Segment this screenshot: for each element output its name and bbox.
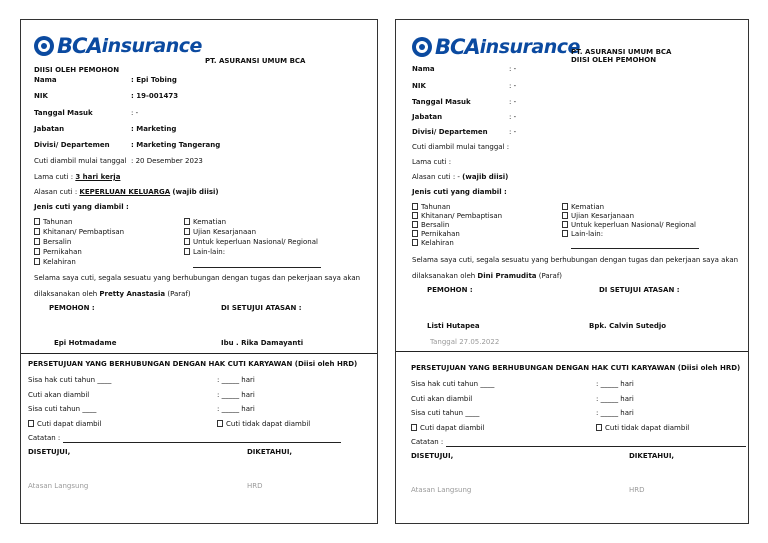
field-value-divisi: : - [509,128,517,136]
field-label-nama: Nama [412,65,435,73]
filled-by-heading: DIISI OLEH PEMOHON [34,66,120,74]
field-value-cuti-mulai: : 20 Desember 2023 [131,157,203,165]
checkbox-label: Untuk keperluan Nasional/ Regional [571,221,696,229]
hrd-row-left: Cuti akan diambil [411,395,473,403]
checkbox-icon[interactable] [184,248,190,255]
checkbox-label: Cuti dapat diambil [420,424,485,432]
alasan-cuti-row [412,173,508,182]
checkbox-icon[interactable] [34,258,40,265]
checkbox-icon[interactable] [412,221,418,228]
hrd-row-right: : _____ hari [596,395,634,403]
company-name: PT. ASURANSI UMUM BCA [205,57,306,65]
logo-bca-text: BCA [57,34,102,58]
pemohon-label: PEMOHON : [427,286,473,294]
checkbox-icon[interactable] [412,239,418,246]
leave-form-left [20,19,378,524]
checkbox-icon[interactable] [184,238,190,245]
checkbox-icon[interactable] [412,230,418,237]
checkbox-label: Ujian Kesarjanaan [571,212,635,220]
pemohon-name: Listi Hutapea [427,322,480,330]
alasan-note: (wajib diisi) [172,188,219,196]
atasan-name: Bpk. Calvin Sutedjo [589,322,667,330]
checkbox-item[interactable] [412,230,460,239]
checkbox-icon[interactable] [34,218,40,225]
atasan-langsung-label: Atasan Langsung [411,486,472,494]
bca-insurance-logo [34,34,202,58]
field-label-jabatan: Jabatan [34,125,65,133]
disetujui-final: DISETUJUI, [28,448,71,456]
hrd-row-right: : _____ hari [596,409,634,417]
checkbox-icon[interactable] [28,420,34,427]
checkbox-item[interactable] [184,228,256,237]
field-value-divisi: : Marketing Tangerang [131,141,221,149]
checkbox-label: Lain-lain: [193,248,226,256]
field-label-divisi: Divisi/ Departemen [412,128,488,136]
field-label-nik: NIK [412,82,426,90]
cuti-mulai-label: Cuti diambil mulai tanggal : [412,143,510,151]
field-value-nik: : 19-001473 [131,92,179,100]
checkbox-label: Ujian Kesarjanaan [193,228,257,236]
checkbox-icon[interactable] [184,218,190,225]
statement-prefix: dilaksanakan oleh [34,290,100,298]
cuti-tidak-checkbox[interactable] [217,420,310,429]
statement-line-1: Selama saya cuti, segala sesuatu yang berhubungan dengan tugas dan pekerjaan saya akan [412,256,739,264]
alasan-note: (wajib diisi) [462,173,509,181]
field-value-nama: : - [509,65,517,73]
cuti-tidak-checkbox[interactable] [596,424,689,433]
checkbox-label: Kelahiran [43,258,76,266]
checkbox-icon[interactable] [596,424,602,431]
field-label-jabatan: Jabatan [412,113,443,121]
substitute-name: Dini Pramudita [477,272,537,280]
hrd-row-left: Cuti akan diambil [28,391,90,399]
checkbox-icon[interactable] [411,424,417,431]
field-value-tanggal-masuk: : - [131,109,139,117]
checkbox-label: Untuk keperluan Nasional/ Regional [193,238,318,246]
catatan-label: Catatan : [411,438,444,446]
pemohon-name: Epi Hotmadame [54,339,117,347]
hrd-row-left: Sisa hak cuti tahun ____ [28,376,112,384]
leave-form-right [395,19,749,524]
checkbox-item[interactable] [562,221,696,230]
logo-bca-text: BCA [435,35,480,59]
hrd-row-right: : _____ hari [217,376,255,384]
field-label-divisi: Divisi/ Departemen [34,141,110,149]
statement-line-2 [34,290,191,299]
disetujui-atasan-label: DI SETUJUI ATASAN : [599,286,680,294]
checkbox-label: Cuti tidak dapat diambil [605,424,690,432]
jenis-cuti-title: Jenis cuti yang diambil : [34,203,129,211]
checkbox-label: Pernikahan [43,248,82,256]
field-label-nik: NIK [34,92,48,100]
checkbox-label: Khitanan/ Pembaptisan [421,212,503,220]
checkbox-item[interactable] [184,238,318,247]
lama-cuti-label: Lama cuti : [412,158,452,166]
checkbox-icon[interactable] [562,203,568,210]
hrd-row-right: : _____ hari [217,391,255,399]
checkbox-icon[interactable] [562,221,568,228]
checkbox-label: Kematian [193,218,227,226]
logo-insurance-text: insurance [101,35,202,57]
checkbox-label: Cuti tidak dapat diambil [226,420,311,428]
checkbox-icon[interactable] [184,228,190,235]
checkbox-icon[interactable] [412,212,418,219]
lain-lain-line [193,267,321,268]
checkbox-item[interactable] [184,218,226,227]
hrd-row-right: : _____ hari [217,405,255,413]
checkbox-label: Kematian [571,203,605,211]
checkbox-icon[interactable] [34,228,40,235]
pemohon-label: PEMOHON : [49,304,95,312]
checkbox-item[interactable] [184,248,225,257]
disetujui-final: DISETUJUI, [411,452,454,460]
filled-by-heading: DIISI OLEH PEMOHON [571,56,657,64]
alasan-label: Alasan cuti : [34,188,78,196]
checkbox-item[interactable] [34,238,71,247]
hrd-row-right: : _____ hari [596,380,634,388]
field-value-nik: : - [509,82,517,90]
alasan-cuti-row [34,188,219,197]
field-value-nama: : Epi Tobing [131,76,177,84]
statement-line-2 [412,272,562,281]
statement-suffix: (Paraf) [165,290,191,298]
lain-lain-line [571,248,699,249]
hrd-row-left: Sisa cuti tahun ____ [411,409,480,417]
jenis-cuti-title: Jenis cuti yang diambil : [412,188,507,196]
checkbox-label: Lain-lain: [571,230,604,238]
disetujui-atasan-label: DI SETUJUI ATASAN : [221,304,302,312]
statement-line-1: Selama saya cuti, segala sesuatu yang berhubungan dengan tugas dan pekerjaan saya akan [34,274,361,282]
catatan-line [63,442,341,443]
diketahui-final: DIKETAHUI, [629,452,675,460]
field-label-tanggal-masuk: Tanggal Masuk [34,109,93,117]
bca-insurance-logo [412,35,580,59]
checkbox-icon[interactable] [562,212,568,219]
checkbox-icon[interactable] [562,230,568,237]
cuti-dapat-checkbox[interactable] [28,420,102,429]
checkbox-icon[interactable] [412,203,418,210]
bca-logo-icon [412,37,432,57]
checkbox-label: Bersalin [43,238,72,246]
checkbox-item[interactable] [34,248,82,257]
checkbox-item[interactable] [412,239,454,248]
section-divider [21,353,377,354]
logo-insurance-text: insurance [479,36,580,58]
alasan-label: Alasan cuti : - [412,173,463,181]
checkbox-item[interactable] [412,221,449,230]
checkbox-item[interactable] [34,228,124,237]
hrd-row-left: Sisa cuti tahun ____ [28,405,97,413]
checkbox-label: Tahunan [43,218,73,226]
checkbox-label: Kelahiran [421,239,454,247]
hrd-label: HRD [247,482,263,490]
alasan-value: KEPERLUAN KELUARGA [79,188,171,196]
field-label-nama: Nama [34,76,57,84]
cuti-dapat-checkbox[interactable] [411,424,485,433]
checkbox-label: Pernikahan [421,230,460,238]
field-value-jabatan: : - [509,113,517,121]
checkbox-item[interactable] [562,230,603,239]
checkbox-item[interactable] [562,203,604,212]
substitute-name: Pretty Anastasia [99,290,166,298]
lama-cuti-label: Lama cuti : [34,173,74,181]
hrd-section-title: PERSETUJUAN YANG BERHUBUNGAN DENGAN HAK CUTI KARYAWAN (Diisi oleh HRD) [411,364,741,372]
checkbox-label: Cuti dapat diambil [37,420,102,428]
field-value-jabatan: : Marketing [131,125,177,133]
field-value-tanggal-masuk: : - [509,98,517,106]
catatan-line [446,446,746,447]
company-name: PT. ASURANSI UMUM BCA [571,48,672,56]
atasan-langsung-label: Atasan Langsung [28,482,89,490]
atasan-name: Ibu . Rika Damayanti [221,339,304,347]
checkbox-item[interactable] [34,218,72,227]
hrd-label: HRD [629,486,645,494]
checkbox-label: Tahunan [421,203,451,211]
checkbox-item[interactable] [412,212,502,221]
section-divider [396,351,748,352]
checkbox-label: Bersalin [421,221,450,229]
bca-logo-icon [34,36,54,56]
checkbox-icon[interactable] [217,420,223,427]
field-label-cuti-mulai: Cuti diambil mulai tanggal [34,157,127,165]
checkbox-item[interactable] [412,203,450,212]
hrd-row-left: Sisa hak cuti tahun ____ [411,380,495,388]
catatan-label: Catatan : [28,434,61,442]
checkbox-item[interactable] [34,258,76,267]
field-label-tanggal-masuk: Tanggal Masuk [412,98,471,106]
checkbox-item[interactable] [562,212,634,221]
statement-prefix: dilaksanakan oleh [412,272,478,280]
checkbox-icon[interactable] [34,238,40,245]
statement-suffix: (Paraf) [536,272,563,280]
diketahui-final: DIKETAHUI, [247,448,293,456]
lama-cuti-value: 3 hari kerja [75,173,121,181]
checkbox-icon[interactable] [34,248,40,255]
hrd-section-title: PERSETUJUAN YANG BERHUBUNGAN DENGAN HAK CUTI KARYAWAN (Diisi oleh HRD) [28,360,358,368]
lama-cuti-row [34,173,120,182]
tanggal-label: Tanggal 27.05.2022 [430,338,500,346]
checkbox-label: Khitanan/ Pembaptisan [43,228,125,236]
